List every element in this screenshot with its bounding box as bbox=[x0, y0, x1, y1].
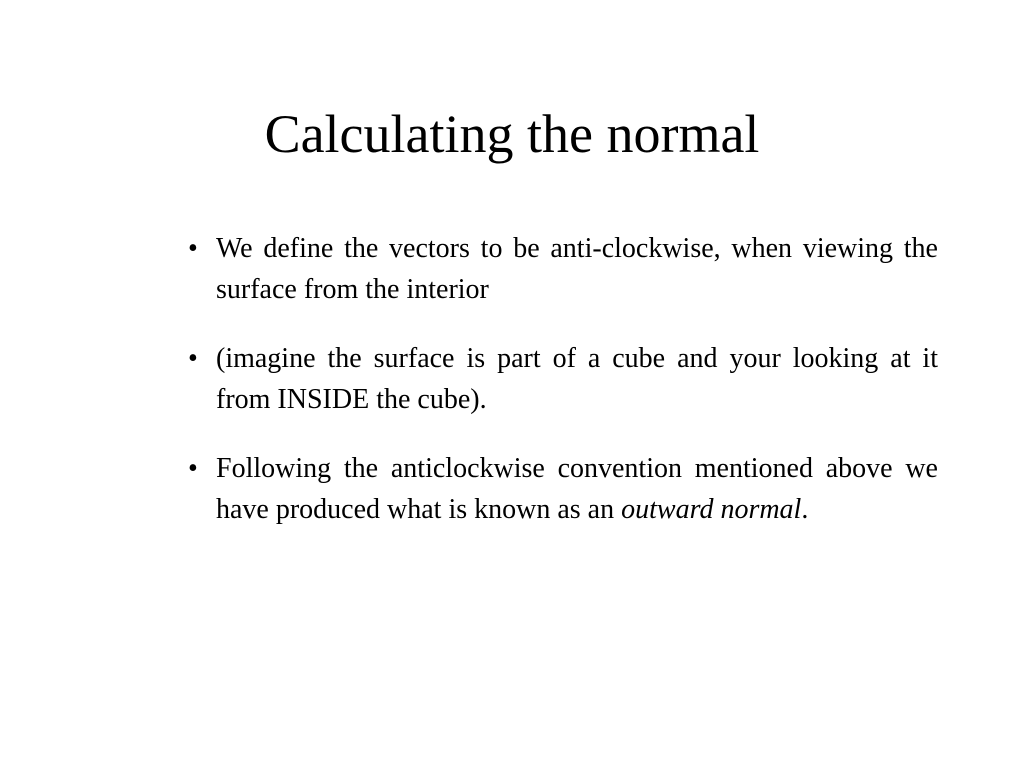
bullet-item-3 bbox=[186, 448, 938, 530]
bullet-icon: • bbox=[188, 453, 198, 484]
bullet-text-emphasis: outward normal bbox=[621, 494, 802, 525]
bullet-text: We define the vectors to be anti-clockwise, when viewing the surface from the interior bbox=[216, 233, 938, 305]
bullet-item-2 bbox=[186, 338, 938, 420]
bullet-icon: • bbox=[188, 233, 198, 264]
bullet-text-before: Following the anticlockwise convention mentioned above we have produced what is known as an bbox=[216, 453, 938, 525]
bullet-list bbox=[186, 228, 938, 558]
bullet-item-1 bbox=[186, 228, 938, 310]
bullet-text: (imagine the surface is part of a cube and your looking at it from INSIDE the cube). bbox=[216, 343, 938, 415]
bullet-icon: • bbox=[188, 343, 198, 374]
bullet-text-after: . bbox=[801, 494, 809, 525]
slide-title: Calculating the normal bbox=[264, 104, 760, 164]
